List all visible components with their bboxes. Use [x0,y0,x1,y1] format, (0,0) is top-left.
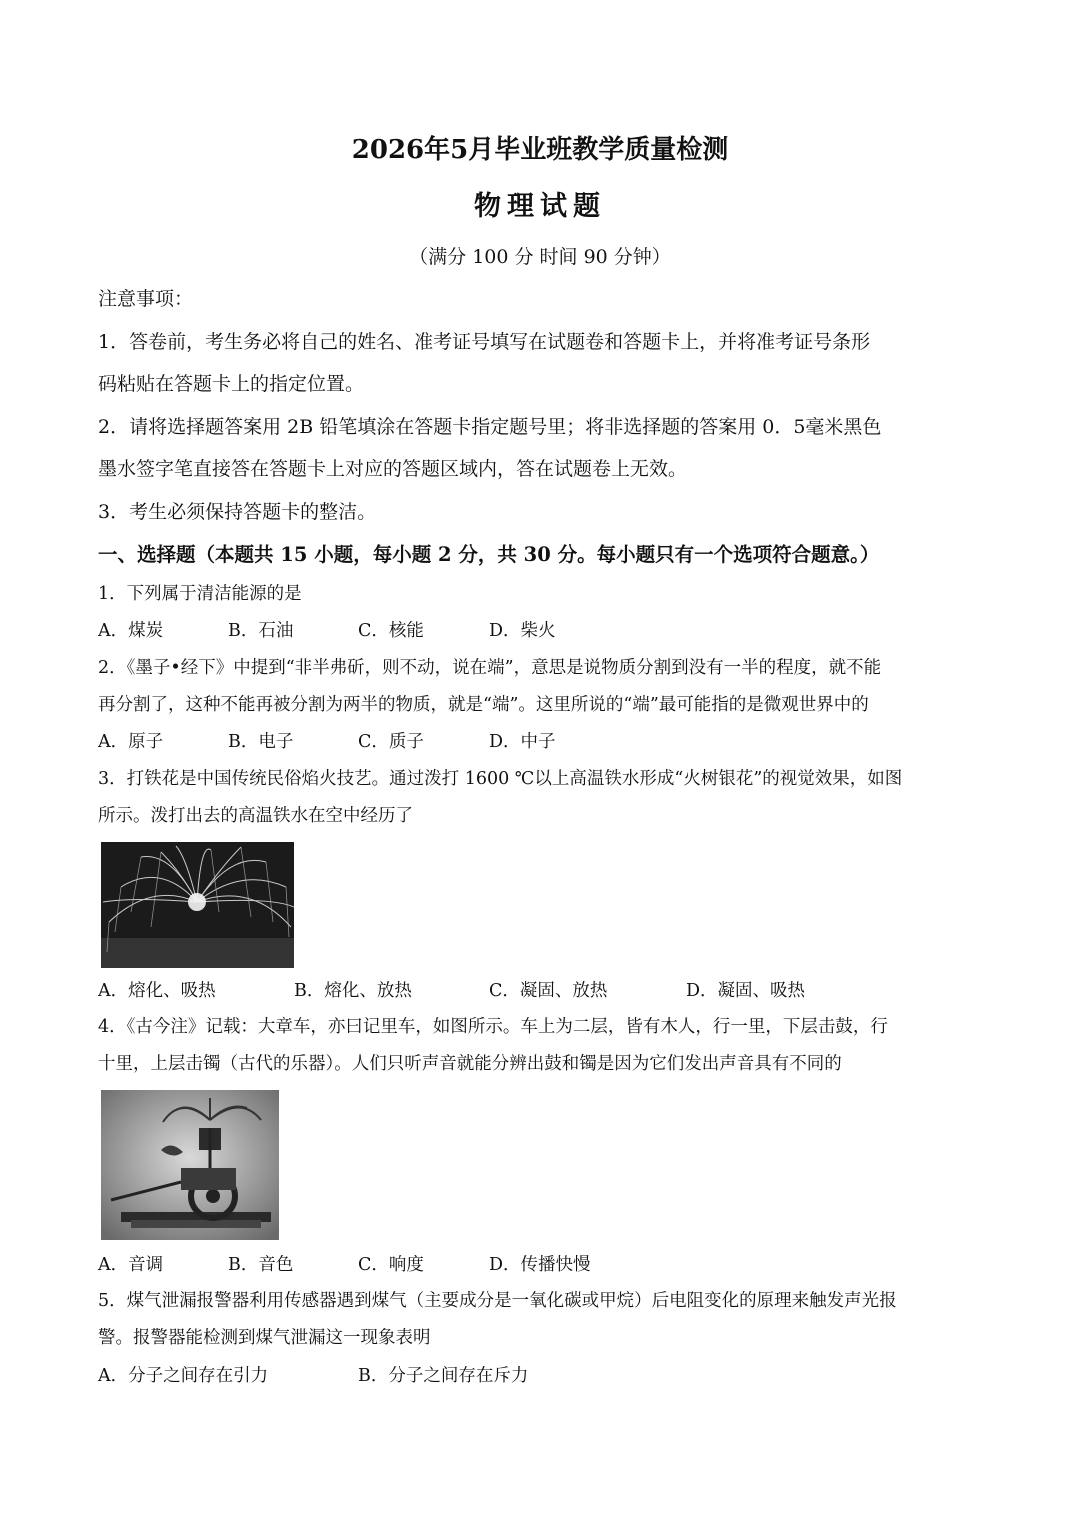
question-3-line-2: 所示。泼打出去的高温铁水在空中经历了 [98,806,413,826]
question-1-line-1: 1．下列属于清洁能源的是 [98,584,302,604]
question-2-option-d: D．中子 [489,732,556,752]
section-heading: 一、选择题（本题共 15 小题，每小题 2 分，共 30 分。每小题只有一个选项符合题意。） [98,543,880,566]
note-1-line-1: 1．答卷前，考生务必将自己的姓名、准考证号填写在试题卷和答题卡上，并将准考证号条形 [98,331,871,353]
question-5-option-b: B．分子之间存在斥力 [358,1366,529,1386]
question-1-option-a: A．煤炭 [98,621,164,641]
question-4-option-b: B．音色 [228,1255,294,1275]
question-4-option-a: A．音调 [98,1255,164,1275]
note-1-line-2: 码粘贴在答题卡上的指定位置。 [98,373,365,395]
question-4-line-1: 4．《古今注》记载：大章车，亦曰记里车，如图所示。车上为二层，皆有木人，行一里，下层击鼓，行 [98,1017,888,1037]
question-2-option-c: C．质子 [358,732,424,752]
question-2-line-2: 再分割了，这种不能再被分割为两半的物质，就是“端”。这里所说的“端”最可能指的是微观世界中的 [98,695,869,715]
exam-subtitle: 物理试题 [474,191,606,222]
question-2-line-1: 2．《墨子•经下》中提到“非半弗斫，则不动，说在端”，意思是说物质分割到没有一半的程度，就不能 [98,658,882,678]
question-1-option-b: B．石油 [228,621,294,641]
question-5-line-2: 警。报警器能检测到煤气泄漏这一现象表明 [98,1328,431,1348]
question-4-line-2: 十里，上层击镯（古代的乐器）。人们只听声音就能分辨出鼓和镯是因为它们发出声音具有不同的 [98,1054,842,1074]
note-2-line-2: 墨水签字笔直接答在答题卡上对应的答题区域内，答在试题卷上无效。 [98,458,688,480]
question-4-option-d: D．传播快慢 [489,1255,591,1275]
note-2-line-1: 2．请将选择题答案用 2B 铅笔填涂在答题卡指定题号里；将非选择题的答案用 0．5毫米黑色 [98,416,882,438]
exam-meta: （满分 100 分 时间 90 分钟） [409,246,671,268]
question-1-option-c: C．核能 [358,621,424,641]
question-3-line-1: 3．打铁花是中国传统民俗焰火技艺。通过泼打 1600 ℃以上高温铁水形成“火树银花”的视觉效果，如图 [98,769,903,789]
question-2-option-b: B．电子 [228,732,294,752]
question-3-option-a: A．熔化、吸热 [98,981,216,1001]
iron-fireworks-photo [101,842,294,968]
question-3-option-b: B．熔化、放热 [294,981,412,1001]
notes-heading: 注意事项： [98,288,194,310]
question-4-option-c: C．响度 [358,1255,424,1275]
question-5-line-1: 5．煤气泄漏报警器利用传感器遇到煤气（主要成分是一氧化碳或甲烷）后电阻变化的原理来触发声光报 [98,1291,897,1311]
exam-title: 2026年5月毕业班教学质量检测 [351,135,729,165]
question-2-option-a: A．原子 [98,732,164,752]
ancient-odometer-cart-photo [101,1090,279,1240]
question-1-option-d: D．柴火 [489,621,556,641]
question-3-option-c: C．凝固、放热 [489,981,608,1001]
question-5-option-a: A．分子之间存在引力 [98,1366,269,1386]
question-3-option-d: D．凝固、吸热 [686,981,806,1001]
note-3: 3．考生必须保持答题卡的整洁。 [98,501,377,523]
